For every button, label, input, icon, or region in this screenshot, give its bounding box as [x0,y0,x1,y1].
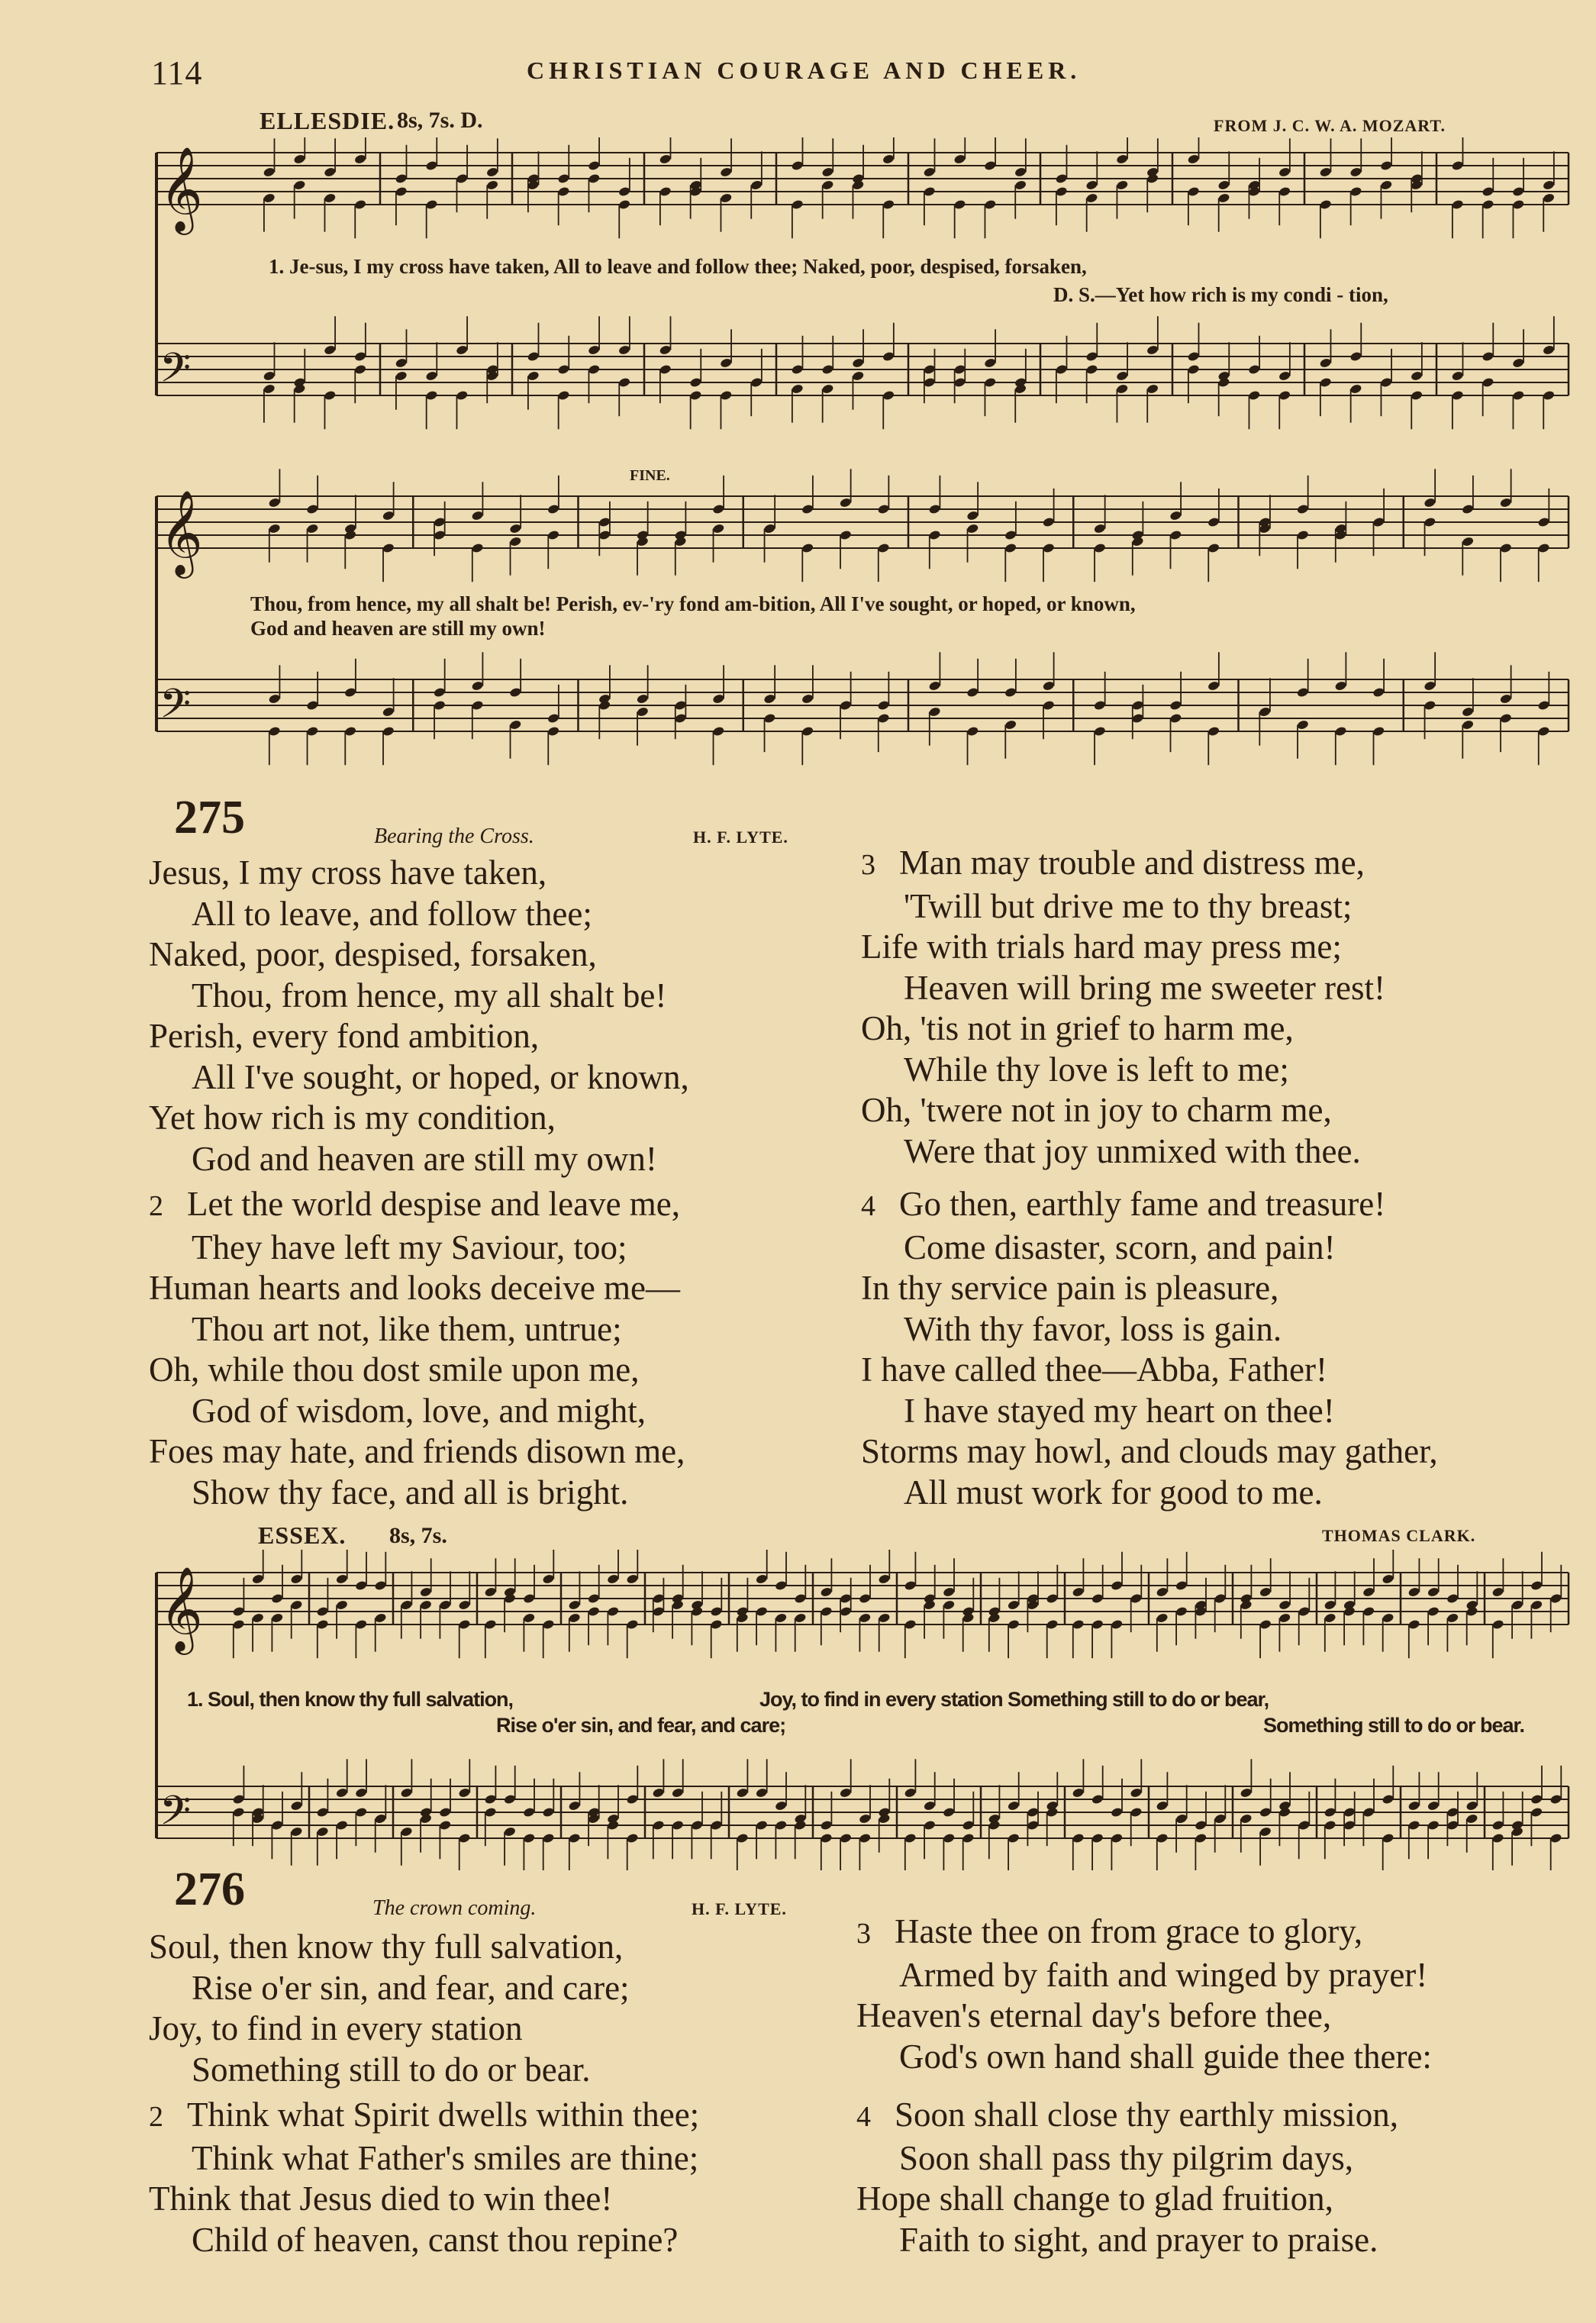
verse-line [861,843,1385,886]
verse-line [149,1391,685,1432]
verse-line [856,2179,1398,2220]
bass-staff-2 [156,679,1569,731]
verse-text: Show thy face, and all is bright. [192,1473,629,1512]
verse-276-2 [149,2095,699,2260]
verse-line [861,1184,1438,1228]
verse-text: Oh, while thou dost smile upon me, [149,1350,640,1389]
verse-line [149,1927,630,1968]
verse-275-3 [861,843,1385,1172]
tune-meter-ellesdie: 8s, 7s. D. [397,108,483,133]
verse-line [861,1090,1385,1131]
verse-number: 2 [149,2101,163,2133]
verse-text: Soon shall close thy earthly mission, [895,2096,1398,2134]
verse-text: Yet how rich is my condition, [149,1099,556,1137]
lyric-essex-b: Joy, to find in every station Something still to do or bear, [759,1688,1269,1711]
verse-text: Faith to sight, and prayer to praise. [899,2220,1378,2259]
notes-treble-essex [232,1550,1569,1658]
verse-number: 3 [861,849,875,881]
lyric-essex-a: 1. Soul, then know thy full salvation, [187,1688,514,1711]
verse-text: Rise o'er sin, and fear, and care; [192,1968,630,2007]
verse-line [861,886,1385,928]
verse-line [861,1391,1438,1432]
treble-staff-2 [156,496,1569,548]
verse-text: All must work for good to me. [904,1473,1323,1512]
verse-text: They have left my Saviour, too; [192,1228,627,1266]
verse-line [856,2138,1398,2179]
verse-line [861,968,1385,1009]
verse-text: Oh, 'tis not in grief to harm me, [861,1009,1294,1047]
hymn-number-275: 275 [174,792,245,844]
verse-line [861,1350,1438,1391]
bass-clef-icon: 𝄢 [160,681,192,737]
verse-275-1 [149,853,689,1179]
verse-line [856,2220,1398,2261]
verse-line [149,1968,630,2009]
verse-text: I have stayed my heart on thee! [904,1391,1335,1430]
verse-line [149,1268,685,1309]
verse-text: Man may trouble and distress me, [899,844,1365,882]
tune-meter-essex: 8s, 7s. [389,1523,447,1548]
hymn-author-275: H. F. LYTE. [693,828,788,847]
hymn-number-276: 276 [174,1863,245,1915]
verse-line [856,1955,1432,1996]
verse-text: Armed by faith and winged by prayer! [899,1955,1428,1994]
verse-text: Thou, from hence, my all shalt be! [192,976,667,1015]
verse-line [149,2095,699,2138]
notes-bass-essex [232,1759,1569,1870]
verse-text: Soul, then know thy full salvation, [149,1928,624,1966]
verse-text: I have called thee—Abba, Father! [861,1350,1327,1389]
verse-line [861,927,1385,968]
verse-text: God and heaven are still my own! [192,1139,657,1178]
verse-text: Let the world despise and leave me, [187,1185,681,1223]
verse-text: Something still to do or bear. [192,2050,591,2089]
verse-line [149,1016,689,1057]
lyric-ellesdie-line3: God and heaven are still my own! [250,617,546,640]
verse-text: Heaven's eternal day's before thee, [856,1996,1332,2034]
bass-staff-essex [156,1786,1569,1838]
notes-bass-2 [268,652,1569,765]
verse-line [861,1309,1438,1350]
verse-text: Jesus, I my cross have taken, [149,853,547,892]
verse-line [856,2095,1398,2138]
verse-line [149,2220,699,2261]
treble-clef-icon: 𝄞 [160,146,203,231]
verse-line [861,1050,1385,1091]
verse-text: Think what Spirit dwells within thee; [187,2096,700,2134]
verse-text: With thy favor, loss is gain. [904,1309,1282,1348]
lyric-ellesdie-line1: 1. Je-sus, I my cross have taken, All to leave and follow thee; Naked, poor, despised, forsaken, [269,255,1087,278]
verse-line [149,1350,685,1391]
verse-275-4 [861,1184,1438,1513]
hymn-title-275: Bearing the Cross. [374,824,534,848]
verse-276-4 [856,2095,1398,2260]
verse-text: Haste thee on from grace to glory, [895,1912,1363,1950]
verse-text: Life with trials hard may press me; [861,928,1342,966]
verse-line [149,1139,689,1180]
verse-line [149,2138,699,2179]
verse-text: Thou art not, like them, untrue; [192,1309,622,1348]
verse-text: Soon shall pass thy pilgrim days, [899,2138,1353,2177]
tune-name-ellesdie: ELLESDIE. [260,107,395,134]
verse-line [149,934,689,976]
lyric-ellesdie-ds: D. S.—Yet how rich is my condi - tion, [1053,283,1388,306]
verse-line [149,1098,689,1139]
verse-text: Joy, to find in every station [149,2009,523,2047]
verse-number: 4 [861,1190,875,1222]
verse-line [149,1184,685,1228]
running-head: CHRISTIAN COURAGE AND CHEER. [527,56,1082,84]
verse-line [149,2050,630,2091]
verse-text: All to leave, and follow thee; [192,894,592,933]
verse-text: All I've sought, or hoped, or known, [192,1057,689,1096]
verse-line [856,1996,1432,2037]
composer-essex: THOMAS CLARK. [1322,1526,1476,1545]
verse-line [149,1228,685,1269]
notes-bass-1 [263,316,1569,429]
verse-text: While thy love is left to me; [904,1050,1289,1089]
bass-clef-icon: 𝄢 [160,345,192,402]
verse-276-3 [856,1912,1432,2077]
verse-text: Perish, every fond ambition, [149,1017,540,1055]
verse-text: Oh, 'twere not in joy to charm me, [861,1091,1332,1129]
verse-line [149,1057,689,1099]
verse-text: Were that joy unmixed with thee. [904,1131,1361,1170]
verse-number: 3 [856,1918,871,1950]
verse-text: Child of heaven, canst thou repine? [192,2220,679,2259]
verse-line [149,1309,685,1350]
bass-clef-icon: 𝄢 [160,1788,192,1844]
verse-text: Storms may howl, and clouds may gather, [861,1432,1438,1470]
verse-text: Go then, earthly fame and treasure! [899,1185,1386,1223]
hymn-author-276: H. F. LYTE. [692,1899,787,1918]
lyric-essex-d: Something still to do or bear. [1263,1714,1525,1737]
verse-line [856,2037,1432,2078]
tune-name-essex: ESSEX. [258,1521,347,1549]
verse-text: God's own hand shall guide thee there: [899,2037,1432,2076]
verse-text: 'Twill but drive me to thy breast; [904,886,1353,925]
verse-line [149,853,689,894]
treble-clef-icon: 𝄞 [160,1566,203,1651]
verse-line [149,894,689,935]
verse-276-1 [149,1927,630,2090]
treble-clef-icon: 𝄞 [160,489,203,575]
verse-text: Think what Father's smiles are thine; [192,2138,699,2177]
lyric-ellesdie-line2: Thou, from hence, my all shalt be! Perish, ev-'ry fond am-bition, All I've sought, or hoped, or known, [250,592,1136,615]
verse-line [149,1473,685,1514]
verse-275-2 [149,1184,685,1513]
fine-marking: FINE. [630,467,670,484]
verse-text: Heaven will bring me sweeter rest! [904,968,1386,1007]
verse-line [861,1268,1438,1309]
verse-line [861,1431,1438,1473]
composer-ellesdie: FROM J. C. W. A. MOZART. [1214,116,1446,135]
verse-line [149,2179,699,2220]
verse-line [149,976,689,1017]
verse-text: Naked, poor, despised, forsaken, [149,935,597,973]
hymn-title-276: The crown coming. [372,1896,537,1920]
verse-number: 2 [149,1190,163,1222]
verse-text: Come disaster, scorn, and pain! [904,1228,1336,1266]
verse-text: God of wisdom, love, and might, [192,1391,646,1430]
verse-line [861,1473,1438,1514]
notes-treble-2 [268,469,1569,582]
verse-text: In thy service pain is pleasure, [861,1269,1279,1307]
verse-line [861,1228,1438,1269]
verse-line [149,1431,685,1473]
verse-line [861,1008,1385,1050]
verse-text: Hope shall change to glad fruition, [856,2179,1333,2218]
verse-line [856,1912,1432,1955]
verse-text: Think that Jesus died to win thee! [149,2179,613,2218]
verse-line [861,1131,1385,1173]
verse-text: Foes may hate, and friends disown me, [149,1432,685,1470]
verse-line [149,2008,630,2050]
lyric-essex-c: Rise o'er sin, and fear, and care; [496,1714,786,1737]
verse-text: Human hearts and looks deceive me— [149,1269,681,1307]
page-number: 114 [151,54,203,92]
music-score-ellesdie [149,137,1572,786]
verse-number: 4 [856,2101,871,2133]
